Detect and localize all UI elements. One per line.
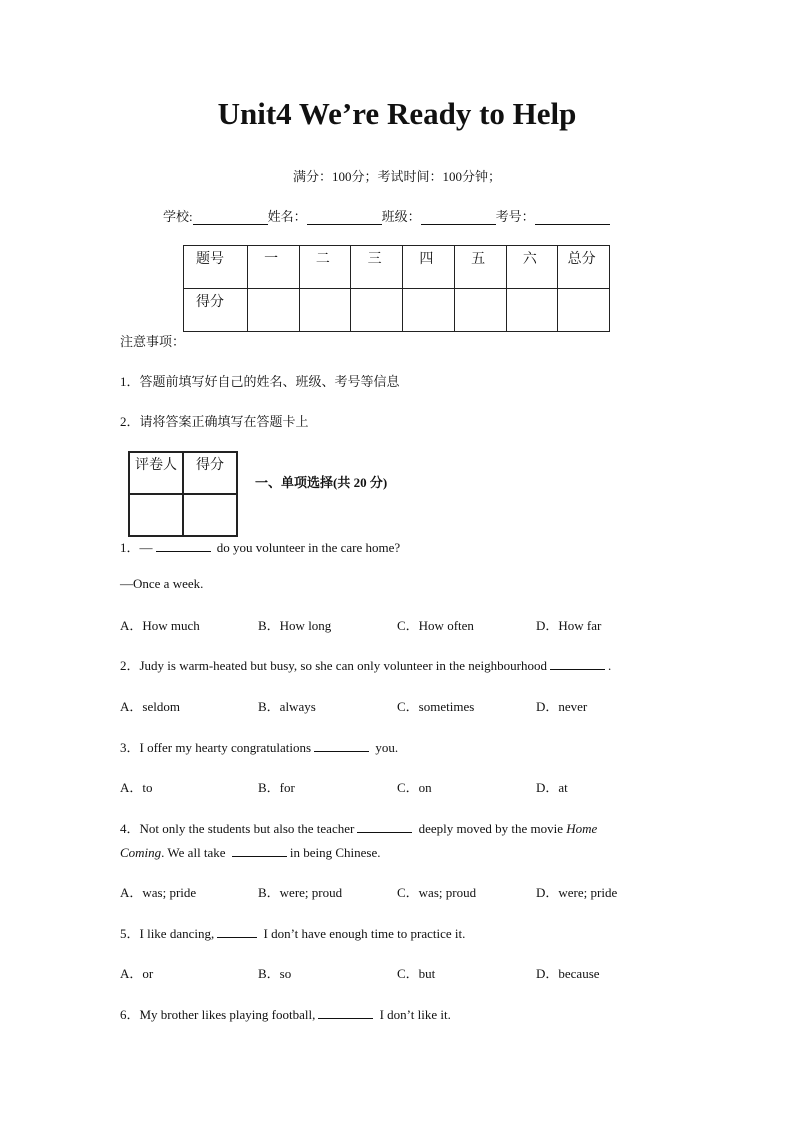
grader-cell[interactable] (183, 494, 237, 536)
section-heading: 一、单项选择(共 20 分) (255, 475, 388, 490)
class-blank[interactable] (421, 210, 496, 225)
score-header-cell: 四 (403, 246, 455, 289)
score-cell[interactable] (403, 289, 455, 332)
score-cell[interactable] (558, 289, 610, 332)
option[interactable]: A．was; pride (120, 885, 197, 900)
name-blank[interactable] (307, 210, 382, 225)
score-table (183, 245, 610, 332)
score-cell[interactable] (454, 289, 506, 332)
score-cell[interactable] (247, 289, 299, 332)
option[interactable]: C．was; proud (397, 885, 477, 900)
question-text: 6．My brother likes playing football, (120, 1007, 316, 1022)
option[interactable]: A．How much (120, 618, 200, 633)
question-text: do you volunteer in the care home? (213, 540, 401, 555)
question-2 (120, 655, 611, 674)
option[interactable]: D．because (536, 966, 600, 981)
option[interactable]: C．sometimes (397, 699, 475, 714)
option[interactable]: C．on (397, 780, 432, 795)
question-text: I don’t have enough time to practice it. (260, 926, 466, 941)
page-title: Unit4 We’re Ready to Help (217, 96, 577, 131)
grader-header: 得分 (183, 452, 237, 494)
question-text: in being Chinese. (289, 845, 381, 860)
question-text: I don’t like it. (376, 1007, 451, 1022)
option[interactable]: A．seldom (120, 699, 180, 714)
question-4 (120, 818, 597, 837)
option[interactable]: D．were; pride (536, 885, 618, 900)
score-header-cell: 一 (247, 246, 299, 289)
option[interactable]: B．were; proud (258, 885, 343, 900)
question-text: deeply moved by the movie (415, 821, 567, 836)
answer-blank[interactable] (318, 1006, 373, 1019)
question-3 (120, 737, 398, 756)
option[interactable]: B．How long (258, 618, 332, 633)
exam-no-label: 考号： (495, 209, 535, 224)
school-label: 学校: (163, 209, 193, 224)
question-text: 5．I like dancing, (120, 926, 215, 941)
question-text: . We all take (161, 845, 229, 860)
info-line (163, 206, 610, 225)
question-1-answer-line: —Once a week. (120, 576, 204, 591)
option[interactable]: A．to (120, 780, 153, 795)
grader-cell[interactable] (129, 494, 183, 536)
question-4-line-2 (120, 844, 380, 861)
movie-title: Home (566, 821, 598, 836)
question-6 (120, 1004, 451, 1023)
score-row-label: 得分 (184, 289, 248, 332)
score-cell[interactable] (299, 289, 351, 332)
movie-title: Coming (120, 845, 162, 860)
answer-blank[interactable] (357, 820, 412, 833)
score-header-cell: 三 (351, 246, 403, 289)
question-5 (120, 923, 465, 942)
score-cell[interactable] (506, 289, 558, 332)
score-cell[interactable] (351, 289, 403, 332)
option[interactable]: D．at (536, 780, 568, 795)
answer-blank[interactable] (232, 844, 287, 857)
question-text: 4．Not only the students but also the teacher (120, 821, 355, 836)
class-label: 班级： (381, 209, 421, 224)
option[interactable]: B．always (258, 699, 316, 714)
question-text: you. (372, 740, 399, 755)
exam-no-blank[interactable] (535, 210, 610, 225)
score-header-cell: 五 (454, 246, 506, 289)
option[interactable]: C．but (397, 966, 436, 981)
note-item: 1．答题前填写好自己的姓名、班级、考号等信息 (120, 374, 400, 389)
answer-blank[interactable] (156, 539, 211, 552)
answer-blank[interactable] (314, 739, 369, 752)
option[interactable]: C．How often (397, 618, 474, 633)
score-header-cell: 题号 (184, 246, 248, 289)
notes-heading: 注意事项： (120, 334, 186, 349)
question-text: 1．— (120, 540, 153, 555)
answer-blank[interactable] (217, 925, 257, 938)
question-text: 3．I offer my hearty congratulations (120, 740, 312, 755)
score-header-cell: 二 (299, 246, 351, 289)
question-1 (120, 537, 400, 556)
option[interactable]: B．for (258, 780, 295, 795)
score-header-cell: 六 (506, 246, 558, 289)
question-text: 2．Judy is warm-heated but busy, so she can only volunteer in the neighbourhood (120, 658, 547, 673)
score-header-cell: 总分 (558, 246, 610, 289)
note-item: 2．请将答案正确填写在答题卡上 (120, 414, 309, 429)
option[interactable]: B．so (258, 966, 292, 981)
grader-table (128, 451, 238, 537)
school-blank[interactable] (193, 210, 268, 225)
option[interactable]: A．or (120, 966, 154, 981)
name-label: 姓名： (267, 209, 307, 224)
answer-blank[interactable] (550, 657, 605, 670)
option[interactable]: D．never (536, 699, 588, 714)
grader-header: 评卷人 (129, 452, 183, 494)
question-text: . (608, 658, 612, 673)
exam-subtitle: 满分：100分；考试时间：100分钟； (292, 169, 501, 184)
option[interactable]: D．How far (536, 618, 602, 633)
